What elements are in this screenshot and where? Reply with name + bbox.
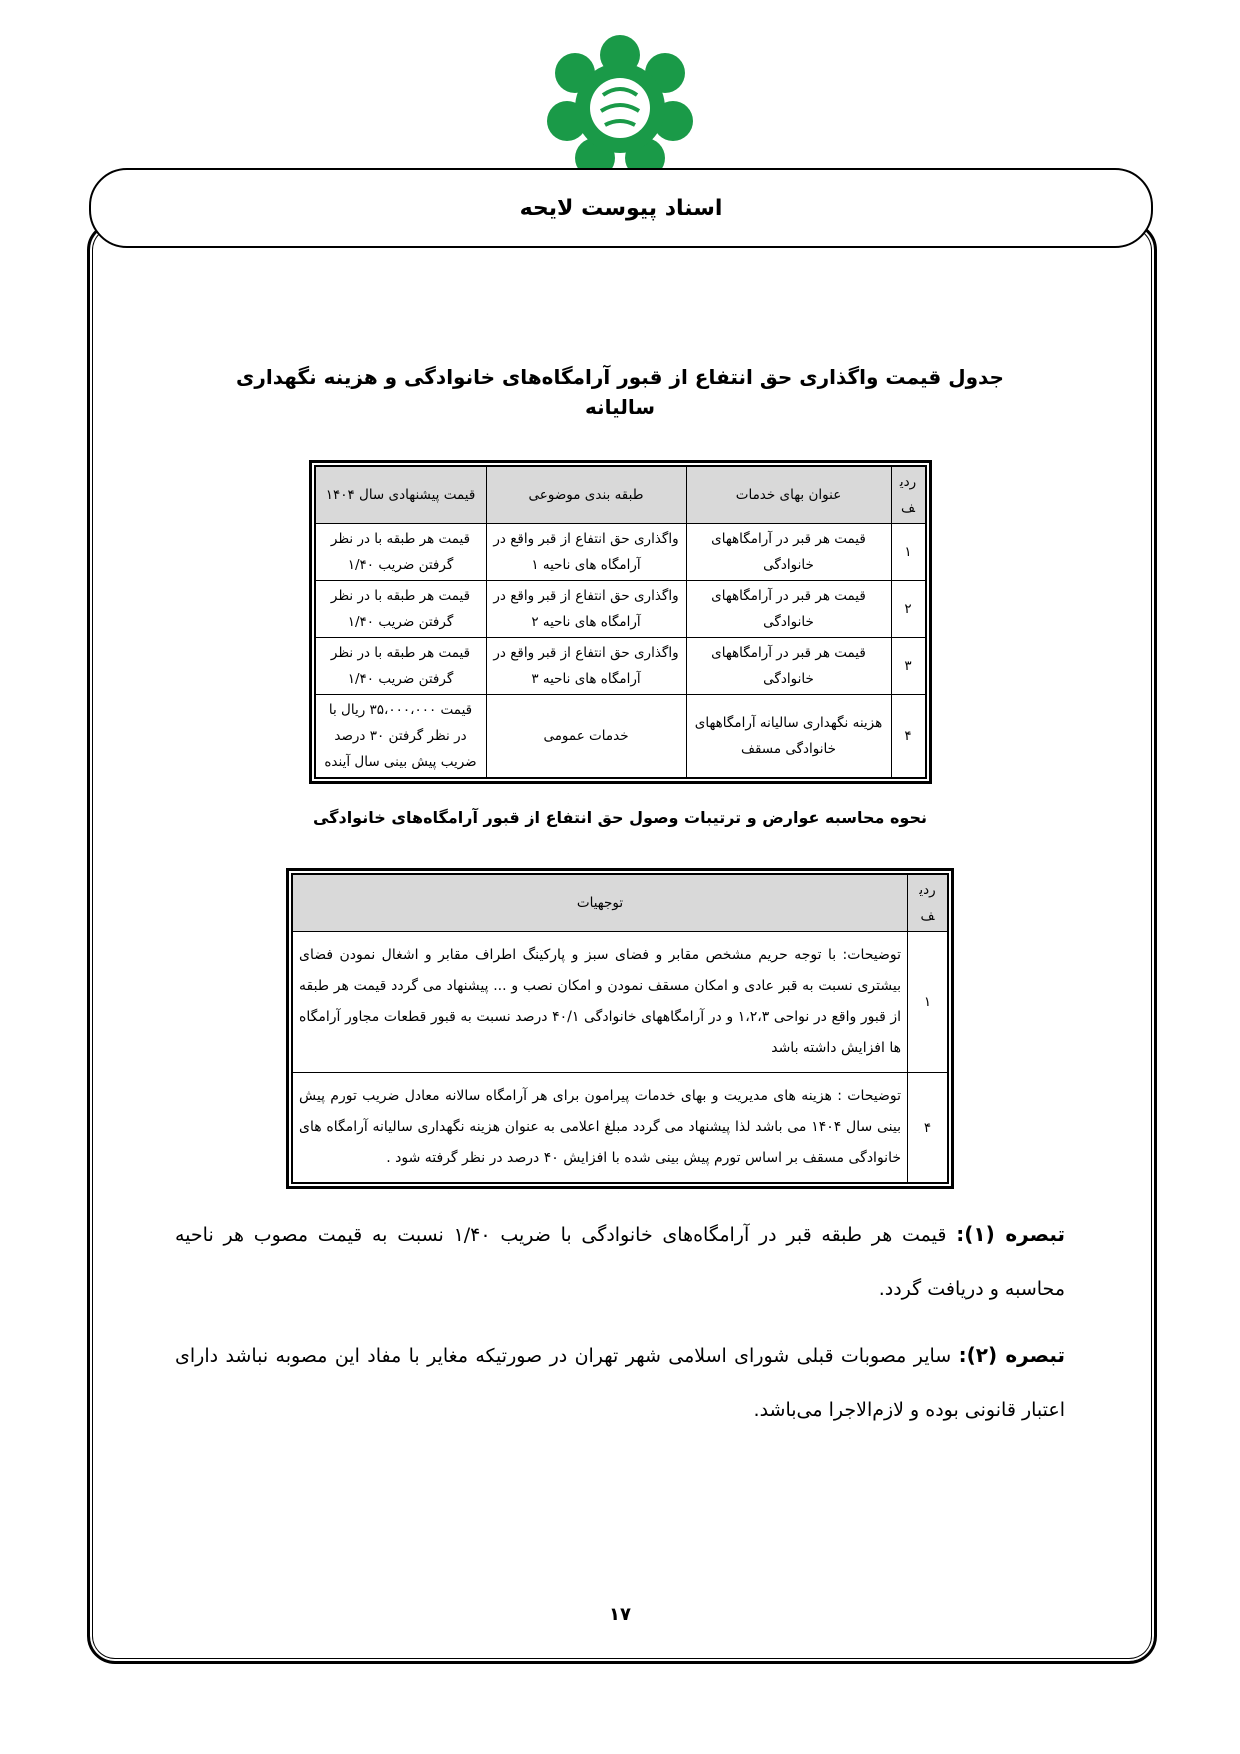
cell: واگذاری حق انتفاع از قبر واقع در آرامگاه های ناحیه ۱ — [486, 524, 686, 581]
cell: قیمت ۳۵،۰۰۰،۰۰۰ ریال با در نظر گرفتن ۳۰ درصد ضریب پیش بینی سال آینده — [315, 695, 486, 778]
cell: واگذاری حق انتفاع از قبر واقع در آرامگاه های ناحیه ۳ — [486, 638, 686, 695]
col-header: قیمت پیشنهادی سال ۱۴۰۴ — [315, 467, 486, 524]
cell: قیمت هر طبقه با در نظر گرفتن ضریب ۱/۴۰ — [315, 524, 486, 581]
cell: ۱ — [891, 524, 925, 581]
cell: خدمات عمومی — [486, 695, 686, 778]
cell: قیمت هر طبقه با در نظر گرفتن ضریب ۱/۴۰ — [315, 638, 486, 695]
section-subtitle: نحوه محاسبه عوارض و ترتیبات وصول حق انتفاع از قبور آرامگاه‌های خانوادگی — [312, 808, 927, 827]
cell: قیمت هر قبر در آرامگاههای خانوادگی — [686, 581, 891, 638]
table-row — [293, 932, 948, 1073]
price-table — [311, 462, 930, 782]
notes-table — [288, 870, 952, 1187]
page-content — [150, 362, 1090, 1437]
cell: قیمت هر قبر در آرامگاههای خانوادگی — [686, 524, 891, 581]
cell: واگذاری حق انتفاع از قبر واقع در آرامگاه های ناحیه ۲ — [486, 581, 686, 638]
col-header: عنوان بهای خدمات — [686, 467, 891, 524]
note-text: قیمت هر طبقه قبر در آرامگاه‌های خانوادگی با ضریب ۱/۴۰ نسبت به قیمت مصوب هر ناحیه محاسبه و دریافت گردد. — [175, 1224, 1065, 1300]
table-row — [293, 1073, 948, 1183]
page-number: ۱۷ — [609, 1604, 631, 1625]
table-header-row — [315, 467, 925, 524]
cell: ۲ — [891, 581, 925, 638]
col-header: ردیف — [891, 467, 925, 524]
cell: قیمت هر طبقه با در نظر گرفتن ضریب ۱/۴۰ — [315, 581, 486, 638]
note-1 — [175, 1207, 1065, 1316]
table-row — [315, 695, 925, 778]
table-header-row — [293, 875, 948, 932]
page-header — [89, 168, 1153, 248]
note-2 — [175, 1328, 1065, 1437]
table-row — [315, 638, 925, 695]
note-label: تبصره (۲): — [958, 1343, 1066, 1367]
cell: هزینه نگهداری سالیانه آرامگاههای خانوادگی مسقف — [686, 695, 891, 778]
table-row — [315, 581, 925, 638]
col-header: طبقه بندی موضوعی — [486, 467, 686, 524]
cell: ۱ — [908, 932, 948, 1073]
note-label: تبصره (۱): — [956, 1222, 1065, 1246]
col-header: ردیف — [908, 875, 948, 932]
table-title: جدول قیمت واگذاری حق انتفاع از قبور آرامگاه‌های خانوادگی و هزینه نگهداری سالیانه — [236, 365, 1004, 419]
col-header: توجهیات — [293, 875, 908, 932]
cell: توضیحات : هزینه های مدیریت و بهای خدمات پیرامون برای هر آرامگاه سالانه معادل ضریب تورم پیش بینی سال ۱۴۰۴ می باشد لذا پیشنهاد می گردد مبلغ اعلامی به عنوان هزینه نگهداری سالیانه آرامگاه های خانوادگی مسقف بر اساس تورم پیش بینی شده با افزایش ۴۰ درصد در نظر گرفته شود . — [293, 1073, 908, 1183]
note-text: سایر مصوبات قبلی شورای اسلامی شهر تهران در صورتیکه مغایر با مفاد این مصوبه نباشد دارای اعتبار قانونی بوده و لازم‌الاجرا می‌باشد. — [175, 1345, 1065, 1421]
cell: ۴ — [891, 695, 925, 778]
header-title: اسناد پیوست لایحه — [519, 195, 723, 221]
cell: توضیحات: با توجه حریم مشخص مقابر و فضای سبز و پارکینگ اطراف مقابر و اشغال نمودن فضای بیشتری نسبت به قبر عادی و امکان مسقف نمودن و امکان نصب و ... پیشنهاد می گردد قیمت هر طبقه از قبور واقع در نواحی ۱،۲،۳ و در آرامگاههای خانوادگی ۴۰/۱ درصد نسبت به قبور قطعات مجاور آرامگاه ها افزایش داشته باشد — [293, 932, 908, 1073]
cell: ۴ — [908, 1073, 948, 1183]
cell: قیمت هر قبر در آرامگاههای خانوادگی — [686, 638, 891, 695]
tehran-municipality-logo — [545, 33, 695, 181]
table-row — [315, 524, 925, 581]
cell: ۳ — [891, 638, 925, 695]
